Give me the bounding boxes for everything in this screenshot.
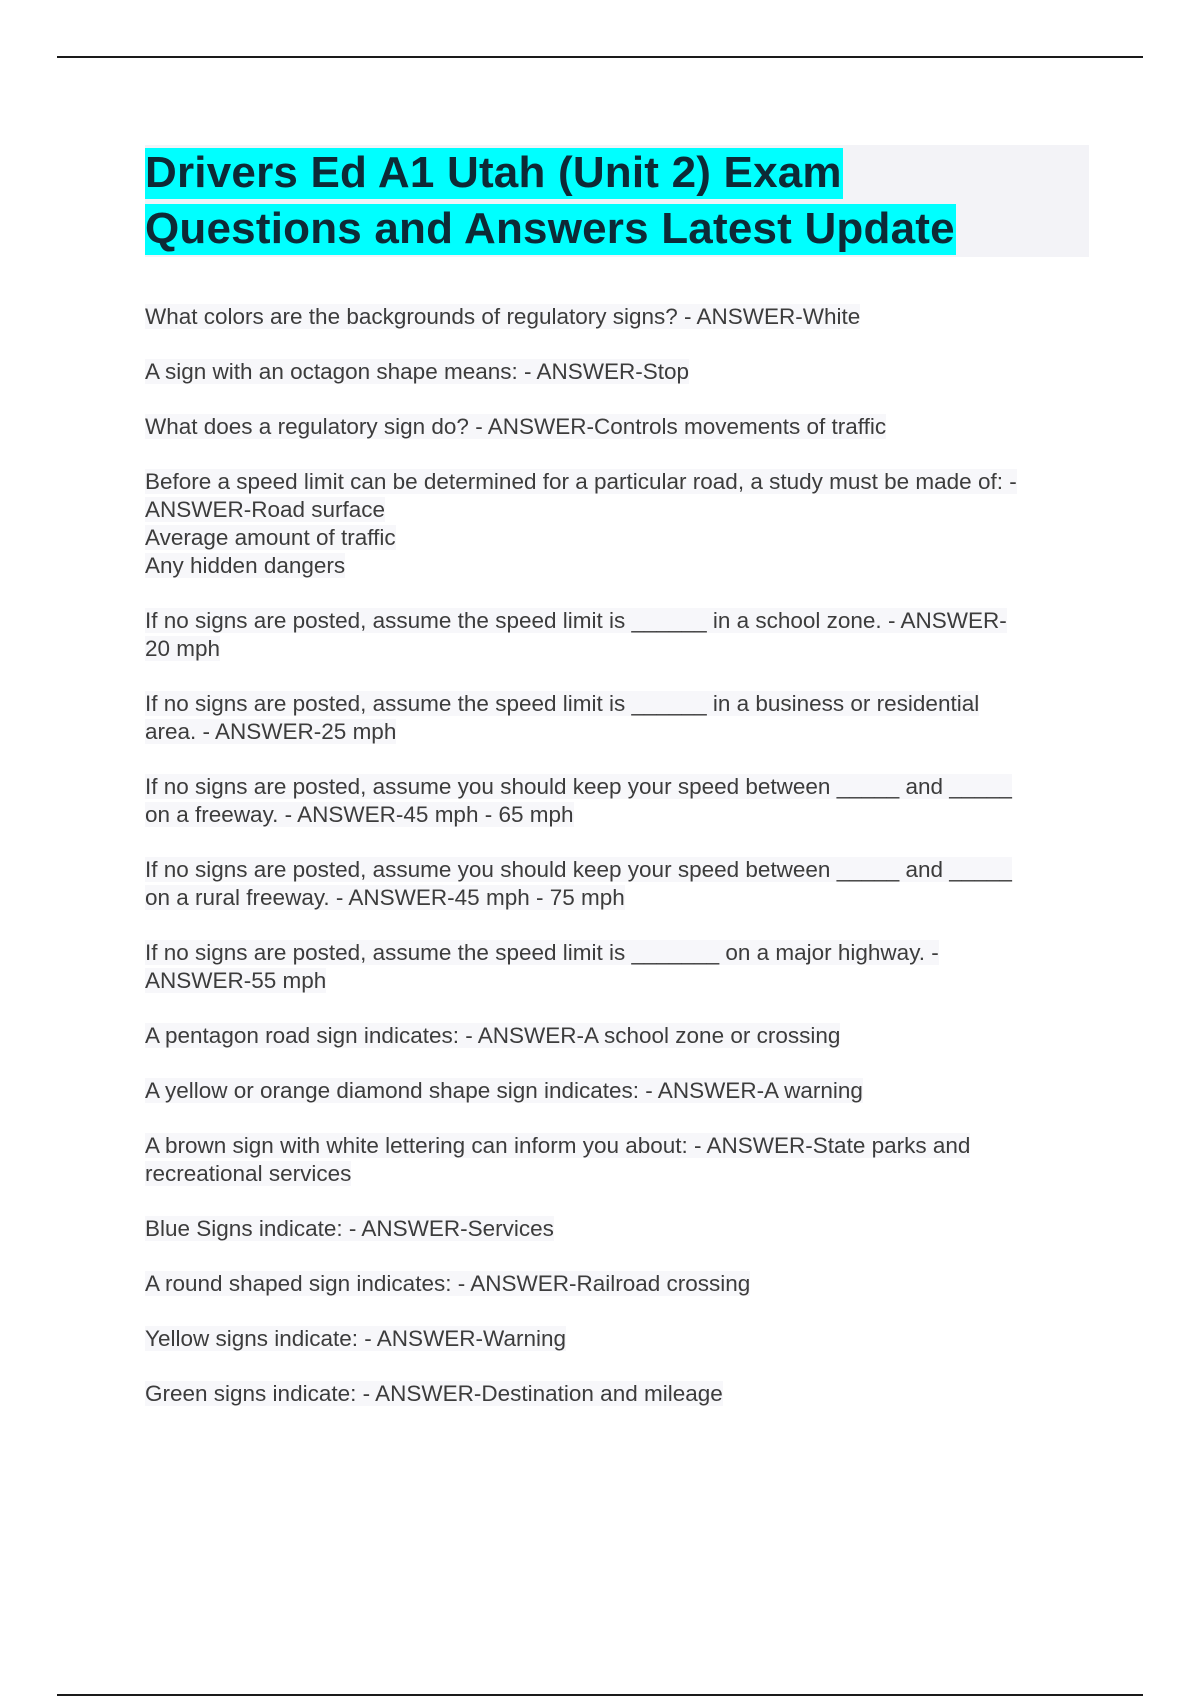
- qa-text: area. - ANSWER-25 mph: [145, 719, 397, 744]
- qa-text: on a rural freeway. - ANSWER-45 mph - 75 mph: [145, 885, 625, 910]
- qa-item: [145, 690, 1090, 746]
- qa-line: [145, 552, 1090, 580]
- title-line-1: Drivers Ed A1 Utah (Unit 2) Exam: [145, 148, 842, 197]
- qa-line: [145, 635, 1090, 663]
- qa-text: Yellow signs indicate: - ANSWER-Warning: [145, 1326, 566, 1351]
- qa-line: [145, 773, 1090, 801]
- qa-line: [145, 1215, 1090, 1243]
- qa-line: [145, 607, 1090, 635]
- qa-item: [145, 1380, 1090, 1408]
- qa-item: [145, 1077, 1090, 1105]
- qa-text: Any hidden dangers: [145, 553, 346, 578]
- qa-line: [145, 1160, 1090, 1188]
- qa-text: If no signs are posted, assume the speed limit is ______ in a school zone. - ANSWER-: [145, 608, 1007, 633]
- qa-line: [145, 718, 1090, 746]
- qa-line: [145, 303, 1090, 331]
- qa-item: [145, 468, 1090, 580]
- qa-item: [145, 607, 1090, 663]
- qa-item: [145, 773, 1090, 829]
- title-block: [145, 145, 1089, 257]
- qa-item: [145, 856, 1090, 912]
- header-rule: [57, 56, 1143, 58]
- qa-line: [145, 967, 1090, 995]
- qa-item: [145, 939, 1090, 995]
- qa-text: ANSWER-Road surface: [145, 497, 386, 522]
- qa-text: 20 mph: [145, 636, 221, 661]
- qa-text: If no signs are posted, assume you should keep your speed between _____ and _____: [145, 774, 1012, 799]
- qa-line: [145, 358, 1090, 386]
- qa-item: [145, 1132, 1090, 1188]
- qa-item: [145, 1325, 1090, 1353]
- qa-line: [145, 413, 1090, 441]
- footer-rule: [57, 1694, 1143, 1696]
- qa-text: Green signs indicate: - ANSWER-Destination and mileage: [145, 1381, 723, 1406]
- qa-text: If no signs are posted, assume you should keep your speed between _____ and _____: [145, 857, 1012, 882]
- qa-text: recreational services: [145, 1161, 352, 1186]
- qa-text: A yellow or orange diamond shape sign indicates: - ANSWER-A warning: [145, 1078, 863, 1103]
- qa-text: ANSWER-55 mph: [145, 968, 327, 993]
- qa-text: Average amount of traffic: [145, 525, 396, 550]
- qa-line: [145, 690, 1090, 718]
- qa-item: [145, 1022, 1090, 1050]
- qa-line: [145, 468, 1090, 496]
- qa-item: [145, 1215, 1090, 1243]
- qa-text: A pentagon road sign indicates: - ANSWER-A school zone or crossing: [145, 1023, 841, 1048]
- qa-text: A round shaped sign indicates: - ANSWER-Railroad crossing: [145, 1271, 751, 1296]
- title-line-2: Questions and Answers Latest Update: [145, 204, 955, 253]
- qa-item: [145, 303, 1090, 331]
- qa-text: Blue Signs indicate: - ANSWER-Services: [145, 1216, 554, 1241]
- qa-item: [145, 358, 1090, 386]
- qa-text: Before a speed limit can be determined for a particular road, a study must be made of: -: [145, 469, 1017, 494]
- document-title: [145, 145, 1089, 257]
- qa-line: [145, 1077, 1090, 1105]
- qa-line: [145, 801, 1090, 829]
- qa-line: [145, 939, 1090, 967]
- qa-text: What does a regulatory sign do? - ANSWER-Controls movements of traffic: [145, 414, 887, 439]
- qa-line: [145, 1325, 1090, 1353]
- qa-text: on a freeway. - ANSWER-45 mph - 65 mph: [145, 802, 574, 827]
- qa-line: [145, 524, 1090, 552]
- qa-line: [145, 1132, 1090, 1160]
- qa-line: [145, 884, 1090, 912]
- qa-line: [145, 1380, 1090, 1408]
- qa-line: [145, 1270, 1090, 1298]
- qa-line: [145, 1022, 1090, 1050]
- qa-text: If no signs are posted, assume the speed limit is ______ in a business or residential: [145, 691, 980, 716]
- qa-list: [145, 303, 1090, 1435]
- qa-item: [145, 413, 1090, 441]
- qa-line: [145, 856, 1090, 884]
- qa-text: What colors are the backgrounds of regulatory signs? - ANSWER-White: [145, 304, 861, 329]
- qa-text: A brown sign with white lettering can inform you about: - ANSWER-State parks and: [145, 1133, 971, 1158]
- qa-line: [145, 496, 1090, 524]
- qa-text: A sign with an octagon shape means: - ANSWER-Stop: [145, 359, 690, 384]
- qa-text: If no signs are posted, assume the speed limit is _______ on a major highway. -: [145, 940, 939, 965]
- qa-item: [145, 1270, 1090, 1298]
